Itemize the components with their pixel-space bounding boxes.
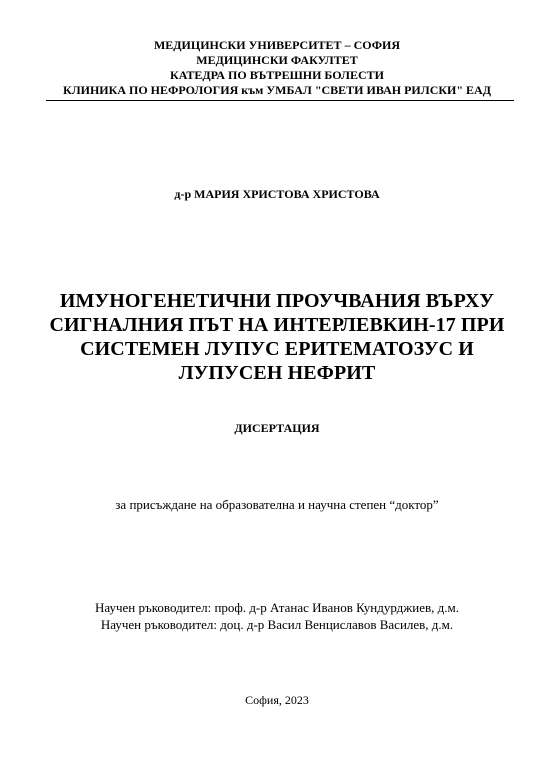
supervisors-block [0, 599, 554, 633]
title-line: ЛУПУСЕН НЕФРИТ [178, 362, 376, 384]
degree-statement: за присъждане на образователна и научна степен “доктор” [115, 497, 439, 512]
document-type: ДИСЕРТАЦИЯ [234, 421, 320, 435]
title-line: ИМУНОГЕНЕТИЧНИ ПРОУЧВАНИЯ ВЪРХУ [59, 290, 495, 312]
title-line: СИГНАЛНИЯ ПЪТ НА ИНТЕРЛЕВКИН-17 ПРИ [49, 314, 505, 336]
header-divider [46, 100, 514, 101]
supervisor-line: Научен ръководител: доц. д-р Васил Венциславов Василев, д.м. [100, 617, 454, 632]
institution-header [0, 38, 554, 98]
university-name: МЕДИЦИНСКИ УНИВЕРСИТЕТ – СОФИЯ [153, 38, 401, 52]
clinic-name: КЛИНИКА ПО НЕФРОЛОГИЯ към УМБАЛ "СВЕТИ ИВАН РИЛСКИ" ЕАД [63, 83, 491, 97]
department-name: КАТЕДРА ПО ВЪТРЕШНИ БОЛЕСТИ [170, 68, 384, 82]
title-line: СИСТЕМЕН ЛУПУС ЕРИТЕМАТОЗУС И [80, 338, 474, 360]
supervisor-line: Научен ръководител: проф. д-р Атанас Иванов Кундурджиев, д.м. [95, 600, 459, 615]
dissertation-title [40, 289, 514, 385]
place-and-year: София, 2023 [245, 693, 309, 707]
author-name: д-р МАРИЯ ХРИСТОВА ХРИСТОВА [174, 187, 380, 201]
faculty-name: МЕДИЦИНСКИ ФАКУЛТЕТ [196, 53, 358, 67]
